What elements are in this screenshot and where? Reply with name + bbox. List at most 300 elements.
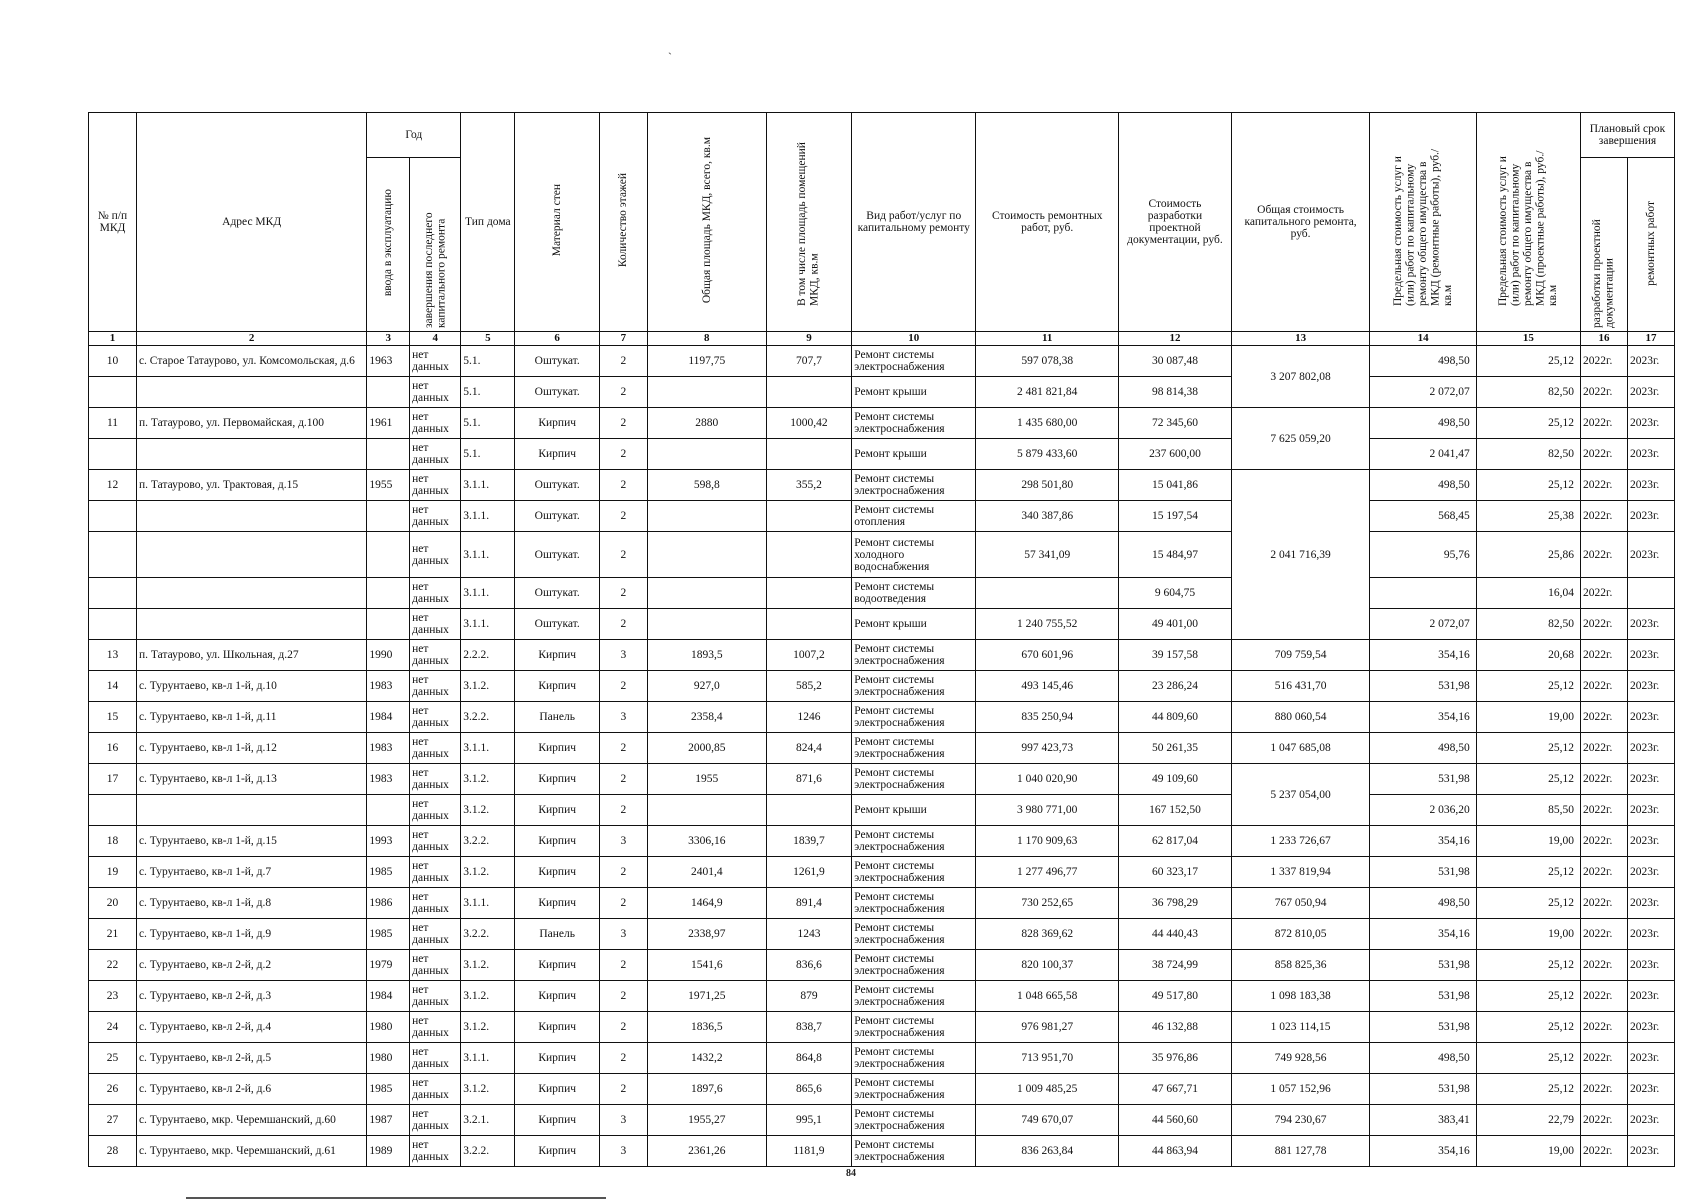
cell-total-area (647, 439, 766, 470)
cell-limit-design: 82,50 (1476, 609, 1580, 640)
cell-num: 13 (89, 640, 137, 671)
cell-year-commission (367, 609, 410, 640)
cell-limit-design: 25,12 (1476, 346, 1580, 377)
cell-house-type: 3.2.1. (461, 1105, 515, 1136)
cell-num: 23 (89, 981, 137, 1012)
cell-limit-design: 85,50 (1476, 795, 1580, 826)
column-number: 3 (367, 332, 410, 346)
cell-limit-design: 25,12 (1476, 764, 1580, 795)
cell-address (136, 501, 366, 532)
cell-work-type: Ремонт крыши (852, 439, 976, 470)
cell-premises-area: 891,4 (766, 888, 852, 919)
cell-total-cost: 3 207 802,08 (1231, 346, 1370, 408)
cell-repair-cost: 1 435 680,00 (976, 408, 1119, 439)
cell-house-type: 3.1.1. (461, 733, 515, 764)
cell-year-commission: 1985 (367, 919, 410, 950)
cell-premises-area (766, 501, 852, 532)
cell-design-cost: 15 041,86 (1119, 470, 1232, 501)
cell-num (89, 532, 137, 578)
cell-total-cost: 7 625 059,20 (1231, 408, 1370, 470)
cell-house-type: 3.1.2. (461, 1012, 515, 1043)
cell-work-type: Ремонт крыши (852, 795, 976, 826)
cell-floors: 2 (599, 408, 647, 439)
cell-year-commission (367, 532, 410, 578)
cell-house-type: 3.1.2. (461, 764, 515, 795)
cell-limit-repair: 2 036,20 (1370, 795, 1476, 826)
cell-wall-material: Кирпич (515, 1105, 599, 1136)
cell-floors: 3 (599, 1136, 647, 1167)
cell-house-type: 3.1.1. (461, 532, 515, 578)
cell-year-last-repair: нет данных (410, 919, 461, 950)
cell-num: 17 (89, 764, 137, 795)
cell-total-cost: 1 233 726,67 (1231, 826, 1370, 857)
cell-wall-material: Кирпич (515, 408, 599, 439)
table-row (89, 439, 1675, 470)
cell-year-commission: 1990 (367, 640, 410, 671)
cell-limit-design: 25,12 (1476, 857, 1580, 888)
cell-total-area: 1464,9 (647, 888, 766, 919)
cell-premises-area: 1246 (766, 702, 852, 733)
cell-deadline-design: 2022г. (1581, 981, 1628, 1012)
cell-address: с. Турунтаево, кв-л 1-й, д.13 (136, 764, 366, 795)
cell-work-type: Ремонт системы электроснабжения (852, 1043, 976, 1074)
cell-deadline-design: 2022г. (1581, 1012, 1628, 1043)
header-total-area-text: Общая площадь МКД, всего, кв.м (700, 137, 713, 304)
cell-work-type: Ремонт системы водоотведения (852, 578, 976, 609)
cell-year-commission: 1980 (367, 1012, 410, 1043)
cell-deadline-repair (1627, 578, 1674, 609)
cell-year-commission: 1955 (367, 470, 410, 501)
cell-wall-material: Кирпич (515, 439, 599, 470)
cell-num: 28 (89, 1136, 137, 1167)
cell-limit-design: 25,12 (1476, 1012, 1580, 1043)
cell-year-last-repair: нет данных (410, 981, 461, 1012)
cell-total-area (647, 532, 766, 578)
cell-floors: 3 (599, 702, 647, 733)
header-total-area (647, 113, 766, 332)
cell-total-area: 2361,26 (647, 1136, 766, 1167)
cell-wall-material: Кирпич (515, 857, 599, 888)
cell-year-commission (367, 795, 410, 826)
cell-work-type: Ремонт системы электроснабжения (852, 764, 976, 795)
cell-work-type: Ремонт системы электроснабжения (852, 981, 976, 1012)
cell-year-last-repair: нет данных (410, 470, 461, 501)
table-row (89, 1043, 1675, 1074)
cell-repair-cost: 976 981,27 (976, 1012, 1119, 1043)
table-row (89, 532, 1675, 578)
header-deadline-design-text: разработки проектной документации (1591, 219, 1616, 328)
cell-wall-material: Кирпич (515, 950, 599, 981)
cell-total-area (647, 377, 766, 408)
cell-house-type: 5.1. (461, 408, 515, 439)
cell-deadline-design: 2022г. (1581, 1043, 1628, 1074)
cell-house-type: 3.1.1. (461, 888, 515, 919)
cell-limit-design: 25,12 (1476, 981, 1580, 1012)
cell-year-last-repair: нет данных (410, 346, 461, 377)
cell-year-last-repair: нет данных (410, 1043, 461, 1074)
cell-floors: 2 (599, 1043, 647, 1074)
cell-num: 11 (89, 408, 137, 439)
table-row (89, 888, 1675, 919)
cell-total-cost: 794 230,67 (1231, 1105, 1370, 1136)
column-number: 17 (1627, 332, 1674, 346)
cell-total-cost: 516 431,70 (1231, 671, 1370, 702)
cell-deadline-repair: 2023г. (1627, 733, 1674, 764)
header-premises-area-text: В том числе площадь помещений МКД, кв.м (796, 141, 821, 306)
table-row (89, 470, 1675, 501)
cell-repair-cost: 828 369,62 (976, 919, 1119, 950)
cell-house-type: 5.1. (461, 439, 515, 470)
cell-wall-material: Оштукат. (515, 377, 599, 408)
cell-deadline-repair: 2023г. (1627, 919, 1674, 950)
cell-premises-area: 824,4 (766, 733, 852, 764)
header-floors (599, 113, 647, 332)
table-row (89, 826, 1675, 857)
column-number: 6 (515, 332, 599, 346)
cell-limit-design: 25,12 (1476, 1074, 1580, 1105)
table-row (89, 346, 1675, 377)
cell-limit-repair: 354,16 (1370, 702, 1476, 733)
cell-floors: 2 (599, 1012, 647, 1043)
header-address: Адрес МКД (136, 113, 366, 332)
cell-floors: 2 (599, 501, 647, 532)
cell-wall-material: Кирпич (515, 1074, 599, 1105)
cell-premises-area: 1181,9 (766, 1136, 852, 1167)
cell-repair-cost: 298 501,80 (976, 470, 1119, 501)
cell-design-cost: 15 484,97 (1119, 532, 1232, 578)
stray-mark: ` (668, 50, 672, 64)
cell-floors: 2 (599, 857, 647, 888)
cell-design-cost: 44 560,60 (1119, 1105, 1232, 1136)
cell-design-cost: 167 152,50 (1119, 795, 1232, 826)
cell-deadline-design: 2022г. (1581, 439, 1628, 470)
cell-repair-cost: 1 240 755,52 (976, 609, 1119, 640)
cell-deadline-design: 2022г. (1581, 640, 1628, 671)
cell-year-last-repair: нет данных (410, 1074, 461, 1105)
cell-limit-repair: 531,98 (1370, 950, 1476, 981)
cell-year-last-repair: нет данных (410, 702, 461, 733)
cell-total-area: 2358,4 (647, 702, 766, 733)
cell-deadline-repair: 2023г. (1627, 377, 1674, 408)
cell-premises-area: 355,2 (766, 470, 852, 501)
cell-repair-cost: 340 387,86 (976, 501, 1119, 532)
cell-deadline-repair: 2023г. (1627, 501, 1674, 532)
cell-year-commission: 1983 (367, 671, 410, 702)
cell-num (89, 501, 137, 532)
cell-design-cost: 36 798,29 (1119, 888, 1232, 919)
cell-repair-cost: 1 040 020,90 (976, 764, 1119, 795)
header-work-type: Вид работ/услуг по капитальному ремонту (852, 113, 976, 332)
cell-limit-design: 19,00 (1476, 826, 1580, 857)
cell-repair-cost: 730 252,65 (976, 888, 1119, 919)
cell-address: с. Турунтаево, мкр. Черемшанский, д.60 (136, 1105, 366, 1136)
cell-total-area: 1955,27 (647, 1105, 766, 1136)
cell-work-type: Ремонт системы электроснабжения (852, 702, 976, 733)
table-row (89, 1105, 1675, 1136)
cell-wall-material: Оштукат. (515, 501, 599, 532)
cell-limit-design: 82,50 (1476, 377, 1580, 408)
header-floors-text: Количество этажей (617, 173, 630, 268)
table-row (89, 377, 1675, 408)
cell-total-cost: 1 057 152,96 (1231, 1074, 1370, 1105)
table-row (89, 857, 1675, 888)
cell-deadline-repair: 2023г. (1627, 1043, 1674, 1074)
table-row (89, 981, 1675, 1012)
cell-design-cost: 72 345,60 (1119, 408, 1232, 439)
cell-total-cost: 767 050,94 (1231, 888, 1370, 919)
cell-year-commission (367, 578, 410, 609)
cell-year-commission: 1983 (367, 733, 410, 764)
cell-house-type: 3.1.2. (461, 671, 515, 702)
cell-year-last-repair: нет данных (410, 1012, 461, 1043)
cell-address: с. Турунтаево, кв-л 2-й, д.6 (136, 1074, 366, 1105)
column-number: 1 (89, 332, 137, 346)
cell-floors: 2 (599, 981, 647, 1012)
header-deadline-repair-text: ремонтных работ (1644, 200, 1657, 286)
cell-deadline-design: 2022г. (1581, 470, 1628, 501)
cell-design-cost: 44 440,43 (1119, 919, 1232, 950)
cell-deadline-repair: 2023г. (1627, 857, 1674, 888)
cell-limit-repair: 498,50 (1370, 888, 1476, 919)
cell-total-area: 1897,6 (647, 1074, 766, 1105)
cell-num: 15 (89, 702, 137, 733)
cell-deadline-repair: 2023г. (1627, 346, 1674, 377)
cell-limit-design: 25,12 (1476, 733, 1580, 764)
table-row (89, 950, 1675, 981)
cell-deadline-design: 2022г. (1581, 950, 1628, 981)
cell-address: с. Турунтаево, кв-л 1-й, д.11 (136, 702, 366, 733)
cell-deadline-design: 2022г. (1581, 578, 1628, 609)
cell-year-last-repair: нет данных (410, 609, 461, 640)
cell-repair-cost: 1 048 665,58 (976, 981, 1119, 1012)
cell-design-cost: 35 976,86 (1119, 1043, 1232, 1074)
cell-deadline-repair: 2023г. (1627, 671, 1674, 702)
cell-design-cost: 46 132,88 (1119, 1012, 1232, 1043)
cell-deadline-repair: 2023г. (1627, 408, 1674, 439)
table-row (89, 795, 1675, 826)
cell-address (136, 578, 366, 609)
cell-work-type: Ремонт системы электроснабжения (852, 733, 976, 764)
cell-num: 20 (89, 888, 137, 919)
cell-total-area: 2880 (647, 408, 766, 439)
table-row (89, 1074, 1675, 1105)
cell-year-last-repair: нет данных (410, 532, 461, 578)
column-number: 16 (1581, 332, 1628, 346)
cell-deadline-design: 2022г. (1581, 857, 1628, 888)
header-num: № п/п МКД (89, 113, 137, 332)
cell-year-commission: 1979 (367, 950, 410, 981)
cell-address: с. Турунтаево, кв-л 2-й, д.3 (136, 981, 366, 1012)
cell-limit-design: 22,79 (1476, 1105, 1580, 1136)
cell-floors: 2 (599, 346, 647, 377)
cell-repair-cost: 57 341,09 (976, 532, 1119, 578)
cell-repair-cost: 3 980 771,00 (976, 795, 1119, 826)
cell-house-type: 3.2.2. (461, 826, 515, 857)
header-premises-area (766, 113, 852, 332)
cell-limit-design: 82,50 (1476, 439, 1580, 470)
table-row (89, 609, 1675, 640)
cell-year-last-repair: нет данных (410, 826, 461, 857)
cell-year-commission: 1980 (367, 1043, 410, 1074)
cell-house-type: 3.1.2. (461, 857, 515, 888)
cell-total-area: 1955 (647, 764, 766, 795)
table-row (89, 578, 1675, 609)
footer-rule (186, 1197, 606, 1199)
cell-year-commission: 1986 (367, 888, 410, 919)
cell-design-cost: 49 109,60 (1119, 764, 1232, 795)
cell-work-type: Ремонт системы электроснабжения (852, 671, 976, 702)
table-row (89, 919, 1675, 950)
header-limit-design (1476, 113, 1580, 332)
cell-limit-repair: 2 072,07 (1370, 377, 1476, 408)
cell-limit-design: 25,12 (1476, 1043, 1580, 1074)
cell-wall-material: Панель (515, 702, 599, 733)
cell-deadline-design: 2022г. (1581, 346, 1628, 377)
table-row (89, 640, 1675, 671)
header-repair-cost: Стоимость ремонтных работ, руб. (976, 113, 1119, 332)
header-design-cost: Стоимость разработки проектной документации, руб. (1119, 113, 1232, 332)
cell-repair-cost: 493 145,46 (976, 671, 1119, 702)
cell-num: 14 (89, 671, 137, 702)
column-number: 7 (599, 332, 647, 346)
cell-num: 21 (89, 919, 137, 950)
cell-design-cost: 23 286,24 (1119, 671, 1232, 702)
table-row (89, 764, 1675, 795)
cell-design-cost: 38 724,99 (1119, 950, 1232, 981)
column-number: 2 (136, 332, 366, 346)
cell-limit-design: 25,12 (1476, 671, 1580, 702)
cell-limit-design: 20,68 (1476, 640, 1580, 671)
cell-deadline-design: 2022г. (1581, 1105, 1628, 1136)
cell-floors: 2 (599, 733, 647, 764)
cell-num: 24 (89, 1012, 137, 1043)
cell-house-type: 3.1.1. (461, 1043, 515, 1074)
cell-design-cost: 30 087,48 (1119, 346, 1232, 377)
cell-total-area: 1432,2 (647, 1043, 766, 1074)
cell-limit-design: 25,38 (1476, 501, 1580, 532)
cell-limit-repair: 531,98 (1370, 764, 1476, 795)
cell-year-last-repair: нет данных (410, 733, 461, 764)
cell-premises-area (766, 377, 852, 408)
cell-year-commission: 1985 (367, 857, 410, 888)
cell-total-area: 1197,75 (647, 346, 766, 377)
cell-year-commission: 1984 (367, 981, 410, 1012)
table-row (89, 408, 1675, 439)
table-row (89, 501, 1675, 532)
cell-limit-repair: 498,50 (1370, 1043, 1476, 1074)
cell-design-cost: 47 667,71 (1119, 1074, 1232, 1105)
cell-floors: 2 (599, 470, 647, 501)
cell-deadline-design: 2022г. (1581, 1136, 1628, 1167)
cell-wall-material: Оштукат. (515, 609, 599, 640)
cell-house-type: 3.2.2. (461, 919, 515, 950)
cell-total-area: 1971,25 (647, 981, 766, 1012)
cell-premises-area: 707,7 (766, 346, 852, 377)
cell-deadline-repair: 2023г. (1627, 439, 1674, 470)
cell-total-cost: 2 041 716,39 (1231, 470, 1370, 640)
cell-year-last-repair: нет данных (410, 671, 461, 702)
cell-total-cost: 880 060,54 (1231, 702, 1370, 733)
cell-num: 19 (89, 857, 137, 888)
cell-work-type: Ремонт системы электроснабжения (852, 919, 976, 950)
cell-floors: 2 (599, 671, 647, 702)
cell-total-area: 2401,4 (647, 857, 766, 888)
cell-num (89, 578, 137, 609)
header-limit-repair (1370, 113, 1476, 332)
cell-limit-repair: 2 072,07 (1370, 609, 1476, 640)
cell-num (89, 609, 137, 640)
register-body (89, 346, 1675, 1167)
cell-house-type: 3.2.2. (461, 702, 515, 733)
cell-total-area: 2000,85 (647, 733, 766, 764)
cell-limit-repair: 531,98 (1370, 857, 1476, 888)
cell-total-area: 598,8 (647, 470, 766, 501)
cell-house-type: 3.1.1. (461, 578, 515, 609)
cell-address: с. Турунтаево, кв-л 2-й, д.5 (136, 1043, 366, 1074)
cell-total-cost: 1 023 114,15 (1231, 1012, 1370, 1043)
cell-premises-area (766, 532, 852, 578)
cell-work-type: Ремонт системы электроснабжения (852, 346, 976, 377)
cell-wall-material: Кирпич (515, 1136, 599, 1167)
cell-num: 26 (89, 1074, 137, 1105)
cell-house-type: 3.1.1. (461, 609, 515, 640)
cell-floors: 2 (599, 888, 647, 919)
page-number: 84 (846, 1168, 856, 1179)
cell-work-type: Ремонт системы электроснабжения (852, 1105, 976, 1136)
cell-address: с. Турунтаево, кв-л 2-й, д.4 (136, 1012, 366, 1043)
cell-num: 27 (89, 1105, 137, 1136)
cell-design-cost: 62 817,04 (1119, 826, 1232, 857)
cell-address: с. Турунтаево, кв-л 1-й, д.12 (136, 733, 366, 764)
cell-year-last-repair: нет данных (410, 764, 461, 795)
cell-total-area: 3306,16 (647, 826, 766, 857)
cell-floors: 2 (599, 439, 647, 470)
table-row (89, 733, 1675, 764)
column-number: 14 (1370, 332, 1476, 346)
cell-floors: 2 (599, 609, 647, 640)
cell-num: 10 (89, 346, 137, 377)
cell-total-cost: 1 098 183,38 (1231, 981, 1370, 1012)
cell-design-cost: 50 261,35 (1119, 733, 1232, 764)
cell-deadline-design: 2022г. (1581, 702, 1628, 733)
cell-year-commission (367, 377, 410, 408)
cell-floors: 2 (599, 950, 647, 981)
table-row (89, 1136, 1675, 1167)
cell-work-type: Ремонт системы электроснабжения (852, 470, 976, 501)
cell-year-last-repair: нет данных (410, 795, 461, 826)
cell-year-commission: 1961 (367, 408, 410, 439)
cell-year-last-repair: нет данных (410, 857, 461, 888)
header-limit-repair-text: Предельная стоимость услуг и (или) работ по капитальному ремонту общего имущества в МКД (ремонтные работы), руб./кв.м (1391, 148, 1454, 306)
cell-premises-area (766, 439, 852, 470)
cell-deadline-design: 2022г. (1581, 764, 1628, 795)
cell-year-last-repair: нет данных (410, 408, 461, 439)
cell-premises-area: 879 (766, 981, 852, 1012)
cell-limit-design: 25,12 (1476, 950, 1580, 981)
cell-premises-area: 864,8 (766, 1043, 852, 1074)
cell-deadline-design: 2022г. (1581, 408, 1628, 439)
cell-total-cost: 5 237 054,00 (1231, 764, 1370, 826)
cell-deadline-repair: 2023г. (1627, 950, 1674, 981)
column-number-row (89, 332, 1675, 346)
cell-premises-area: 1839,7 (766, 826, 852, 857)
table-row (89, 671, 1675, 702)
cell-deadline-repair: 2023г. (1627, 764, 1674, 795)
cell-deadline-repair: 2023г. (1627, 1012, 1674, 1043)
cell-limit-repair: 531,98 (1370, 1074, 1476, 1105)
cell-num (89, 439, 137, 470)
cell-limit-repair: 531,98 (1370, 981, 1476, 1012)
